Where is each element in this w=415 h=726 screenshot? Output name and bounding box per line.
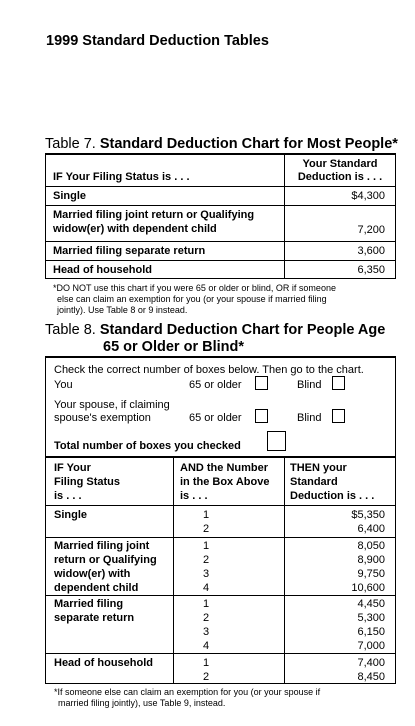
table8-number: 4 (203, 640, 210, 652)
spouse-label: Your spouse, if claiming (54, 399, 170, 411)
table8-status: Single (54, 509, 88, 521)
table8-number: 2 (203, 612, 210, 624)
table8-footnote: *If someone else can claim an exemption for you (or your spouse if (54, 687, 321, 697)
table7-row-amount: 7,200 (357, 224, 385, 236)
you-blind-checkbox[interactable] (332, 376, 345, 390)
table8-caption-line2: 65 or Older or Blind* (103, 339, 244, 355)
table8-title: Standard Deduction Chart for People Age (99, 322, 386, 338)
table8-amount: 7,400 (357, 657, 385, 669)
table7-col2-header-line2: Deduction is . . . (297, 171, 383, 183)
table8-status: Head of household (54, 657, 153, 669)
table8-number: 4 (203, 582, 210, 594)
you-blind-label: Blind (297, 379, 322, 391)
table8-col2-header: AND the Number (180, 462, 269, 474)
you-age-label: 65 or older (189, 379, 242, 391)
table8-number: Table 8. (45, 322, 96, 338)
table8-col1-header: is . . . (54, 490, 82, 502)
spouse-65-checkbox[interactable] (255, 409, 268, 423)
table7-col2-header-line1: Your Standard (302, 158, 378, 170)
table8-amount: 4,450 (357, 598, 385, 610)
table8-number: 1 (203, 540, 210, 552)
total-boxes-label: Total number of boxes you checked (54, 440, 241, 452)
table8-amount: 7,000 (357, 640, 385, 652)
table8-status: return or Qualifying (54, 554, 157, 566)
table8-amount: 8,900 (357, 554, 385, 566)
table8-amount: 6,150 (357, 626, 385, 638)
you-65-checkbox[interactable] (255, 376, 268, 390)
table7-title: Standard Deduction Chart for Most People* (99, 136, 398, 152)
table8-status: Married filing (54, 598, 124, 610)
table8-status: dependent child (54, 582, 139, 594)
spouse-label: spouse's exemption (54, 412, 151, 424)
table7-row-status: widow(er) with dependent child (53, 223, 217, 235)
table8-col2-header: is . . . (180, 490, 208, 502)
table8-number: 3 (203, 626, 210, 638)
table8-amount: 6,400 (357, 523, 385, 535)
spouse-blind-checkbox[interactable] (332, 409, 345, 423)
table8-instructions: Check the correct number of boxes below. Then go to the chart. (54, 364, 364, 376)
table8-number: 1 (203, 509, 210, 521)
table8-footnote: married filing jointly), use Table 9, instead. (58, 698, 226, 708)
table8-col3-header: Standard (290, 476, 338, 488)
table8-number: 1 (203, 598, 210, 610)
table8-number: 2 (203, 554, 210, 566)
table7-caption (45, 136, 398, 153)
table7-row-status: Married filing separate return (53, 245, 206, 257)
table8-caption (45, 322, 385, 339)
table7-number: Table 7. (45, 136, 96, 152)
total-boxes-field[interactable] (267, 431, 286, 451)
table8-col3-header: THEN your (290, 462, 347, 474)
table8-col2-header: in the Box Above (180, 476, 270, 488)
page-title: 1999 Standard Deduction Tables (46, 33, 269, 49)
spouse-age-label: 65 or older (189, 412, 242, 424)
table8-number: 1 (203, 657, 210, 669)
table7-row-amount: $4,300 (351, 190, 385, 202)
table7-row-status: Single (53, 190, 87, 202)
table8-status: widow(er) with (54, 568, 131, 580)
spouse-blind-label: Blind (297, 412, 322, 424)
table8-col1-header: IF Your (54, 462, 91, 474)
table8-number: 2 (203, 523, 210, 535)
table7-row-status: Head of household (53, 264, 152, 276)
table8-amount: $5,350 (351, 509, 385, 521)
table8-amount: 8,450 (357, 671, 385, 683)
table7-col1-header: IF Your Filing Status is . . . (53, 171, 190, 183)
table8-col1-header: Filing Status (54, 476, 120, 488)
table8-number: 3 (203, 568, 210, 580)
table7-row-amount: 6,350 (357, 264, 385, 276)
table8-amount: 9,750 (357, 568, 385, 580)
table7-row-amount: 3,600 (357, 245, 385, 257)
table7-footnote: *DO NOT use this chart if you were 65 or older or blind, OR if someone (53, 283, 336, 293)
table8-number: 2 (203, 671, 210, 683)
table8-amount: 5,300 (357, 612, 385, 624)
table8-col3-header: Deduction is . . . (290, 490, 375, 502)
table8-amount: 8,050 (357, 540, 385, 552)
table7-row-status: Married filing joint return or Qualifying (53, 209, 255, 221)
table8-status: separate return (54, 612, 135, 624)
table7-footnote: jointly). Use Table 8 or 9 instead. (57, 305, 188, 315)
table7-footnote: else can claim an exemption for you (or your spouse if married filing (57, 294, 327, 304)
table8-status: Married filing joint (54, 540, 150, 552)
table8-amount: 10,600 (351, 582, 385, 594)
you-label: You (54, 379, 73, 391)
